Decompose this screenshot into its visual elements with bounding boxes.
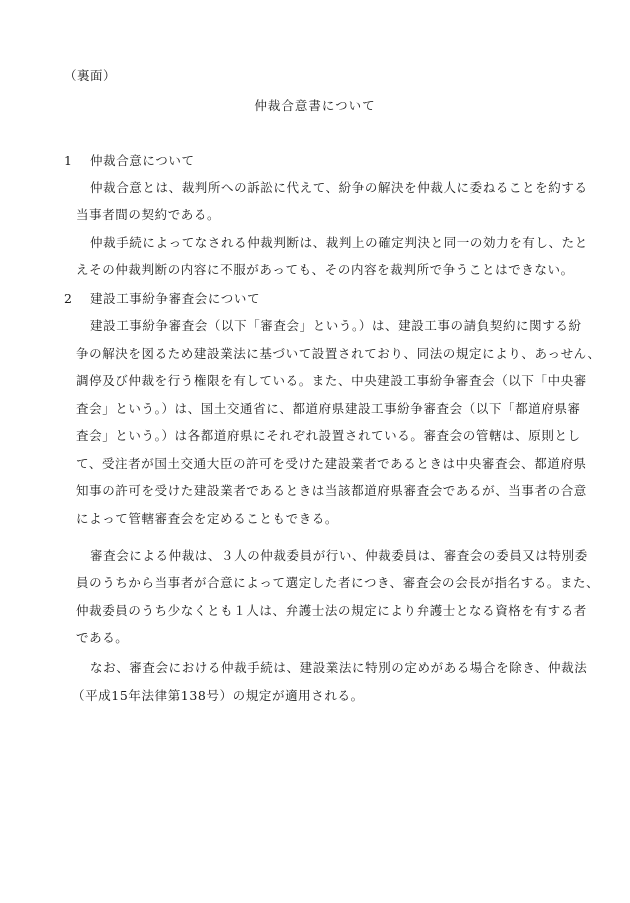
paragraph-line: えその仲裁判断の内容に不服があっても、その内容を裁判所で争うことはできない。 xyxy=(76,262,574,277)
paragraph-line: なお、審査会における仲裁手続は、建設業法に特別の定めがある場合を除き、仲裁法 xyxy=(90,660,588,675)
reverse-side-note: （裏面） xyxy=(64,68,117,83)
section-1-heading xyxy=(64,153,195,169)
paragraph-line: 仲裁委員のうち少なくとも１人は、弁護士法の規定により弁護士となる資格を有する者 xyxy=(76,603,587,618)
section-1-heading-text: 仲裁合意について xyxy=(90,153,195,168)
paragraph-line: 仲裁手続によってなされる仲裁判断は、裁判上の確定判決と同一の効力を有し、たと xyxy=(90,235,588,250)
paragraph-line: 調停及び仲裁を行う権限を有している。また、中央建設工事紛争審査会（以下「中央審 xyxy=(76,373,587,388)
paragraph-line: 員のうちから当事者が合意によって選定した者につき、審査会の会長が指名する。また、 xyxy=(76,575,600,590)
paragraph-line: 仲裁合意とは、裁判所への訴訟に代えて、紛争の解決を仲裁人に委ねることを約する xyxy=(90,180,588,195)
paragraph-line: によって管轄審査会を定めることもできる。 xyxy=(76,511,339,526)
paragraph-line: 査会」という。）は各都道府県にそれぞれ設置されている。審査会の管轄は、原則とし xyxy=(76,428,581,443)
section-1-number: 1 xyxy=(64,153,73,168)
section-2-number: 2 xyxy=(64,291,73,306)
paragraph-line: 査会」という。）は、国土交通省に、都道府県建設工事紛争審査会（以下「都道府県審 xyxy=(76,401,581,416)
paragraph-line: 建設工事紛争審査会（以下「審査会」という。）は、建設工事の請負契約に関する紛 xyxy=(90,318,582,333)
paragraph-line: て、受注者が国土交通大臣の許可を受けた建設業者であるときは中央審査会、都道府県 xyxy=(76,456,587,471)
paragraph-line: 争の解決を図るため建設業法に基づいて設置されており、同法の規定により、あっせん、 xyxy=(76,346,601,361)
section-2-heading-text: 建設工事紛争審査会について xyxy=(90,291,261,306)
paragraph-line: （平成15年法律第138号）の規定が適用される。 xyxy=(72,688,364,703)
paragraph-line: 知事の許可を受けた建設業者であるときは当該都道府県審査会であるが、当事者の合意 xyxy=(76,483,587,498)
paragraph-line: である。 xyxy=(76,630,129,645)
paragraph-line: 審査会による仲裁は、３人の仲裁委員が行い、仲裁委員は、審査会の委員又は特別委 xyxy=(90,548,588,563)
section-2-heading xyxy=(64,291,260,307)
paragraph-line: 当事者間の契約である。 xyxy=(76,207,221,222)
document-title: 仲裁合意書について xyxy=(254,98,376,113)
